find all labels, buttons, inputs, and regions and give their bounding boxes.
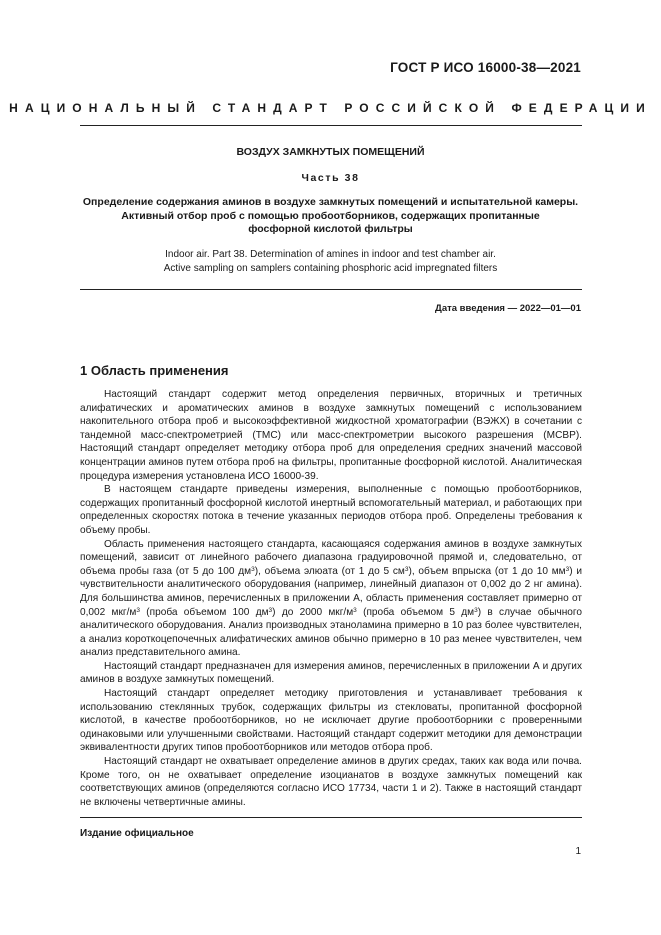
text-run: ) и чувствительности аналитического оборудования (например, линейный диапазон от 0,002 до 2 нг амина). Для большинства аминов, перечисленных в приложении А, область применения составляет примерно от 0,002 мкг/м (80, 565, 582, 618)
text-run: ), объем впрыска (от 1 до 10 мм (408, 565, 566, 577)
introduction-date: Дата введения — 2022—01—01 (435, 303, 581, 314)
footer-divider (80, 817, 582, 818)
paragraph: Настоящий стандарт содержит метод определения первичных, вторичных и третичных алифатических и ароматических аминов в воздухе замкнутых помещений с использованием накопительного отбора проб и высокоэффективной жидкостной хроматографии (ВЭЖХ) в сочетании с тандемной масс-спектрометрией (ТМС) или масс-спектрометрии высокого разрешения (МСВР). Настоящий стандарт определяет методику отбора проб для определения средних значений массовой концентрации аминов путем отбора проб на фильтры, пропитанные фосфорной кислотой. Аналитическая процедура измерения установлена ИСО 16000-39. (80, 389, 582, 482)
superscript: 3 (251, 565, 255, 573)
text-run: (проба объемом 100 дм (139, 606, 269, 618)
official-edition-label: Издание официальное (80, 828, 194, 839)
paragraph: Настоящий стандарт определяет методику приготовления и устанавливает требования к использованию стеклянных трубок, содержащих фильтры из стекловаты, пропитанной фосфорной кислотой, в качестве пробоотборников, но не исключает другие пробоотборники с проверенными одинаковыми или улучшенными свойствами. Настоящий стандарт содержит методики для демонстрации эквивалентности других типов пробоотборников или методов отбора проб. (80, 688, 582, 754)
russian-subtitle-line: фосфорной кислотой фильтры (248, 223, 413, 235)
national-standard-heading: НАЦИОНАЛЬНЫЙ СТАНДАРТ РОССИЙСКОЙ ФЕДЕРАЦИИ (9, 101, 652, 115)
russian-subtitle-line: Определение содержания аминов в воздухе замкнутых помещений и испытательной камеры. (82, 196, 579, 208)
superscript: 3 (353, 606, 357, 614)
gost-code: ГОСТ Р ИСО 16000-38—2021 (390, 60, 581, 75)
english-title-line: Indoor air. Part 38. Determination of amines in indoor and test chamber air. (165, 249, 496, 260)
superscript: 3 (474, 606, 478, 614)
text-run: ) в случае обычного аналитического оборудования. Анализ производных этаноламина примерно в 10 раз более чувствителен, а анализ короткоцепочечных алифатических аминов обычно примерно в 10 раз менее чувствителен, чем анализ представительного амина. (80, 606, 582, 659)
superscript: 3 (136, 606, 140, 614)
section-body (80, 388, 582, 809)
part-number: Часть 38 (301, 172, 360, 184)
superscript: 3 (268, 606, 273, 614)
text-run: ), объема элюата (от 1 до 5 см (254, 565, 405, 577)
paragraph: Настоящий стандарт предназначен для измерения аминов, перечисленных в приложении А и других аминов в воздухе замкнутых помещений. (80, 660, 582, 686)
text-run: Область применения настоящего стандарта, касающаяся содержания аминов в воздухе замкнутых помещений, зависит от линейного рабочего диапазона градуировочной прямой и, следовательно, от объема пробы газа (от 5 до 100 дм (80, 538, 582, 577)
paragraph: Настоящий стандарт не охватывает определение аминов в других средах, таких как вода или почва. Кроме того, он не охватывает определение изоцианатов в воздухе замкнутых помещений как соответствующих аминов (определяются согласно ИСО 17734, части 1 и 2). Также в настоящий стандарт не включены четвертичные амины. (80, 756, 582, 808)
superscript: 3 (565, 565, 570, 573)
paragraph (80, 538, 582, 660)
english-title-line: Active sampling on samplers containing phosphoric acid impregnated filters (163, 262, 498, 274)
russian-subtitle (60, 196, 601, 237)
paragraph: В настоящем стандарте приведены измерения, выполненные с помощью пробоотборников, содержащих пропитанный фосфорной кислотой инертный вспомогательный материал, и работающих при определенных скоростях потока в течение указанных периодов отбора проб. Определены требования к объему пробы. (80, 484, 582, 536)
russian-subtitle-line: Активный отбор проб с помощью пробоотборников, содержащих пропитанные (121, 209, 540, 222)
top-divider (80, 125, 582, 126)
superscript: 3 (404, 565, 409, 573)
standard-title: ВОЗДУХ ЗАМКНУТЫХ ПОМЕЩЕНИЙ (236, 146, 425, 158)
text-run: (проба объемом 5 дм (356, 606, 475, 618)
title-divider (80, 289, 582, 290)
page-number: 1 (575, 846, 581, 857)
english-title (60, 248, 601, 275)
section-heading: 1 Область применения (80, 363, 229, 378)
text-run: ) до 2000 мкг/м (272, 606, 354, 618)
